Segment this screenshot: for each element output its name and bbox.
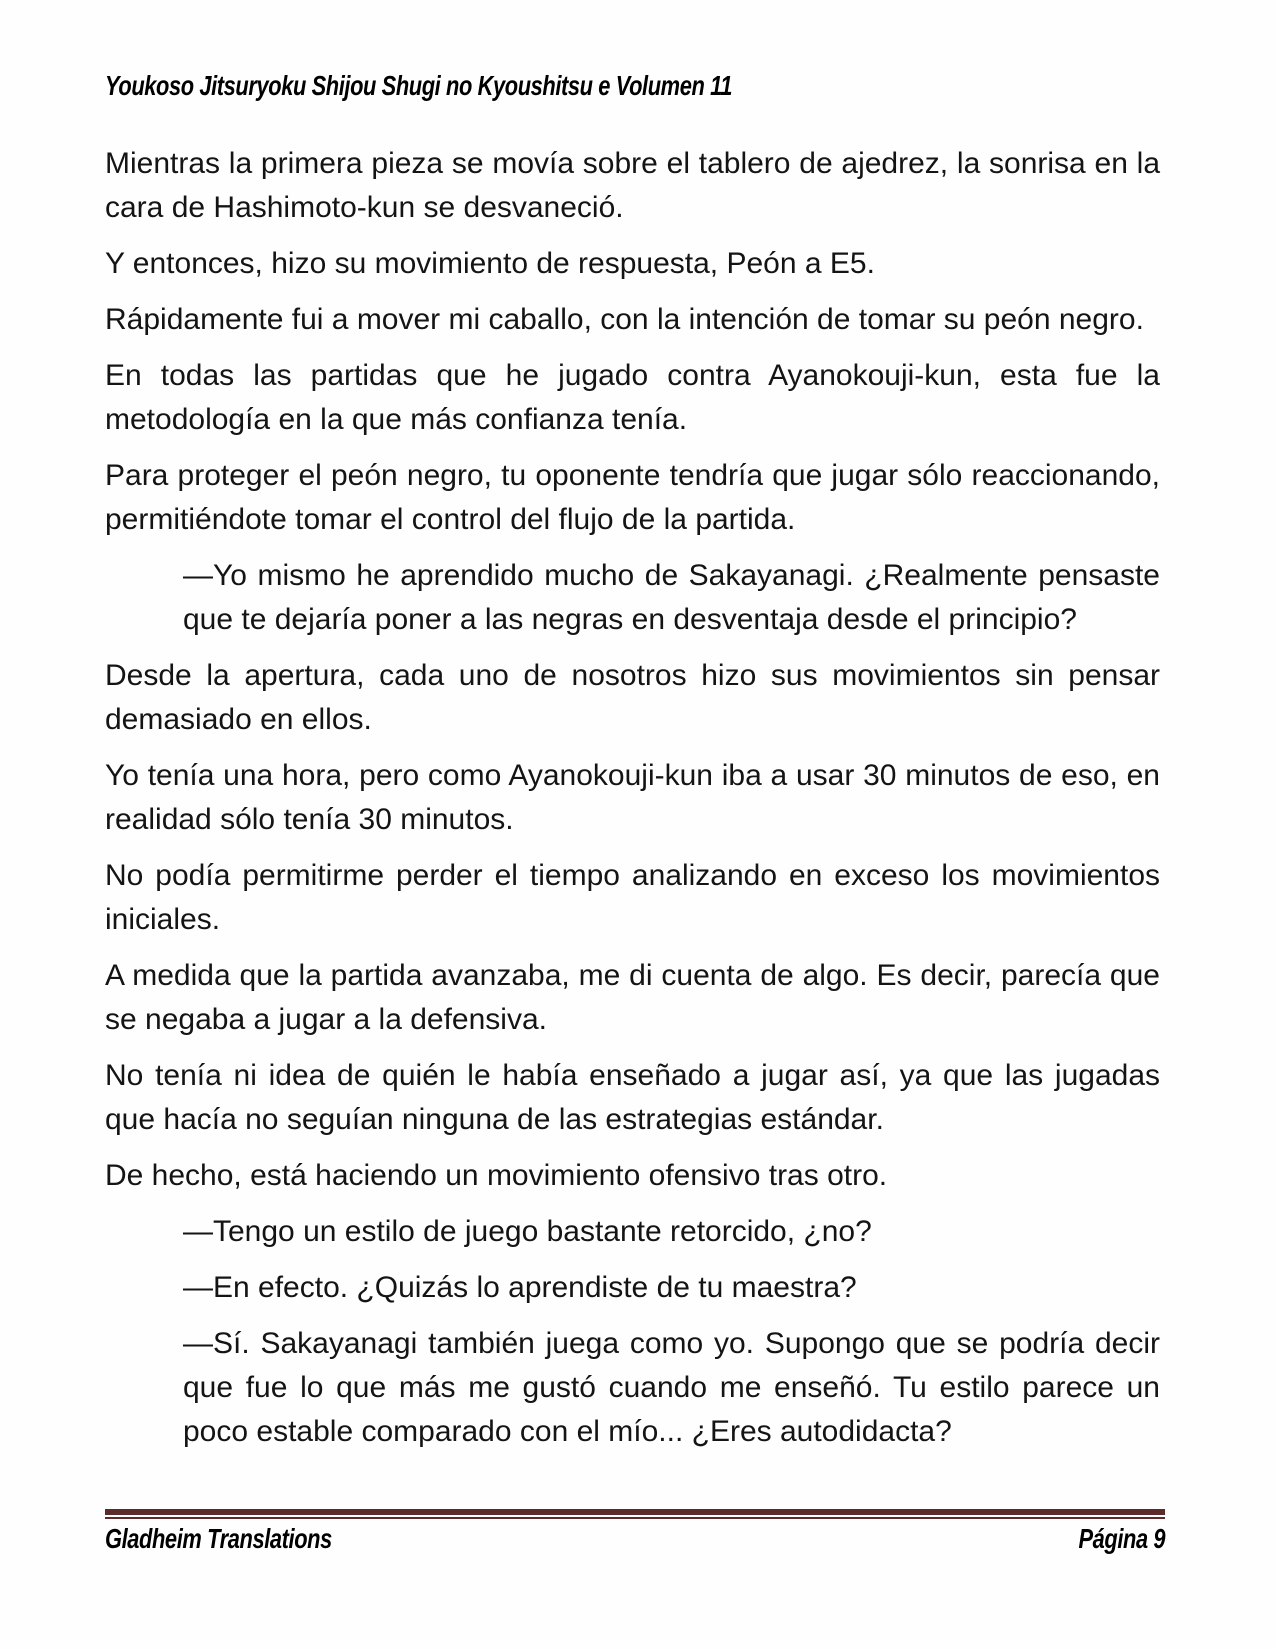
header-title: Youkoso Jitsuryoku Shijou Shugi no Kyoushitsu e Volumen 11 [105,70,732,101]
footer-translator-credit: Gladheim Translations [105,1523,332,1554]
footer-rule-thick [105,1509,1165,1515]
paragraph: De hecho, está haciendo un movimiento ofensivo tras otro. [105,1159,888,1192]
paragraph: Yo tenía una hora, pero como Ayanokouji-kun iba a usar 30 minutos de eso, en realidad sólo tenía 30 minutos. [105,759,1160,836]
dialogue-paragraph: —Tengo un estilo de juego bastante retorcido, ¿no? [183,1215,872,1248]
footer-row [105,1524,1165,1554]
dialogue-paragraph: —Sí. Sakayanagi también juega como yo. Supongo que se podría decir que fue lo que más me gustó cuando me enseñó. Tu estilo parece un poco estable comparado con el mío... ¿Eres autodidacta? [183,1327,1160,1448]
paragraph: Y entonces, hizo su movimiento de respuesta, Peón a E5. [105,247,875,280]
dialogue-paragraph: —Yo mismo he aprendido mucho de Sakayanagi. ¿Realmente pensaste que te dejaría poner a las negras en desventaja desde el principio? [183,559,1160,636]
footer-page-number: Página 9 [1078,1523,1165,1554]
paragraph: Desde la apertura, cada uno de nosotros hizo sus movimientos sin pensar demasiado en ellos. [105,659,1160,736]
paragraph: Rápidamente fui a mover mi caballo, con la intención de tomar su peón negro. [105,303,1144,336]
paragraph: No tenía ni idea de quién le había enseñado a jugar así, ya que las jugadas que hacía no seguían ninguna de las estrategias estándar. [105,1059,1160,1136]
page-header [105,71,1160,101]
footer-rule-thin [105,1517,1165,1519]
paragraph: En todas las partidas que he jugado contra Ayanokouji-kun, esta fue la metodología en la que más confianza tenía. [105,359,1160,436]
page-footer [105,1509,1165,1554]
paragraph: Para proteger el peón negro, tu oponente tendría que jugar sólo reaccionando, permitiéndote tomar el control del flujo de la partida. [105,459,1160,536]
body-text [105,142,1160,1466]
paragraph: A medida que la partida avanzaba, me di cuenta de algo. Es decir, parecía que se negaba a jugar a la defensiva. [105,959,1160,1036]
paragraph: Mientras la primera pieza se movía sobre el tablero de ajedrez, la sonrisa en la cara de Hashimoto-kun se desvaneció. [105,147,1160,224]
dialogue-paragraph: —En efecto. ¿Quizás lo aprendiste de tu maestra? [183,1271,857,1304]
paragraph: No podía permitirme perder el tiempo analizando en exceso los movimientos iniciales. [105,859,1160,936]
